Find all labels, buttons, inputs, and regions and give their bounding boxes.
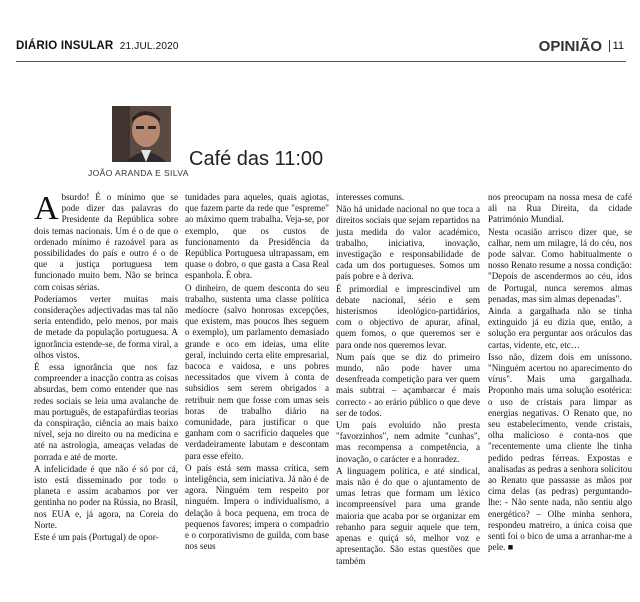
publication-name: DIÁRIO INSULAR 21.JUL.2020: [16, 40, 179, 52]
article-column-2: [185, 192, 329, 554]
header-rule: [16, 61, 626, 62]
article-column-3: [336, 192, 480, 568]
page-header: [16, 38, 624, 60]
article-column-1: [34, 192, 178, 544]
paragraph: É primordial e imprescindível um debate nacional, sério e sem histerismos ideológico-partidários, com o objectivo de apurar, afinal, quem fomos, o que queremos ser e para onde nos queremos levar.: [336, 283, 480, 350]
paragraph: Um país evoluído não presta "favorzinhos", nem admite "cunhas", mas recompensa a competência, a inovação, o carácter e a honradez.: [336, 420, 480, 464]
publication-date: 21.JUL.2020: [119, 41, 179, 52]
paragraph: nos preocupam na nossa mesa de café ali na Rua Direita, da cidade Património Mundial.: [488, 192, 632, 225]
paragraph: Poderíamos verter muitas mais considerações adjectivadas mas tal não seria entendido, pelo menos, por mais de metade da população portuguesa. A ignorância estende-se, de forma viral, a olhos vistos.: [34, 293, 178, 360]
paragraph: interesses comuns.: [336, 192, 405, 202]
paragraph: Este é um país (Portugal) de opor-: [34, 532, 159, 543]
paragraph: Ainda a gargalhada não se tinha extinguido já eu dizia que, então, a solução era perguntar aos oráculos das cartas, vidente, etc, etc…: [488, 306, 632, 350]
paragraph: A infelicidade é que não é só por cá, isto está disseminado por todo o planeta e assim acabamos por ver gentinha no poder na Rússia, no Brasil, nos EUA e, já agora, na Coreia do Norte.: [34, 463, 178, 530]
section-label: OPINIÃO: [538, 38, 602, 55]
paragraph: O dinheiro, de quem desconta do seu trabalho, sustenta uma classe política medíocre (salvo honrosas excepções, que existem, mas poucos lhes seguem o exemplo), um parlamento demasiado grande e oco em ideias, uma elite geral, incluindo certa elite empresarial, bacoca e vaidosa, e uns pobres necessitados que vivem à conta de subsídios sem serem obrigados a retribuir nem que fosse com umas seis horas de trabalho diário na comunidade, para justificar o que ganham com o sacrifício daqueles que verdadeiramente labutam e descontam para esse efeito.: [185, 282, 329, 461]
paragraph: Não há unidade nacional no que toca a direitos sociais que sejam repartidos na justa medida do valor académico, trabalho, iniciativa, inovação, investigação e responsabilidade de cada um dos portugueses. Somos um país pobre e à deriva.: [336, 204, 480, 282]
paragraph: A linguagem política, e até sindical, mais não é do que o ajuntamento de umas letras que formam um léxico incompreensível para uma grande maioria que acaba por se organizar em rebanho para seguir aquele que tem, apenas e quiçá só, melhor voz e apresentação. São estas questões que também: [336, 465, 480, 566]
paragraph: tunidades para aqueles, quais agiotas, que fazem parte da rede que "espreme" ao máximo quem trabalha. Veja-se, por exemplo, que os custos de funcionamento da Presidência da República Portuguesa ultrapassam, em quase o dobro, o que gasta a Casa Real espanhola. É obra.: [185, 192, 329, 281]
article-title: Café das 11:00: [189, 148, 324, 170]
paragraph: Isso não, dizem dois em uníssono. "Ninguém acertou no aparecimento do vírus". Mais uma gargalhada. Proponho mais uma solução esotérica: o uso de cristais para limpar as energias negativas. O Renato que, no seu estabelecimento, vende cristais, olha malicioso e conta-nos que "recentemente uma cliente lhe tinha pedido pedras férreas. Expostas e analisadas as pedras a senhora solicitou ao Renato que passasse as mãos por cima delas (as pedras) perguntando-lhe: - Não sente nada, não sentiu algo energético? – Olhe minha senhora, respondeu matreiro, a única coisa que senti foi o bico de uma a arranhar-me a pele. ■: [488, 351, 632, 553]
article-column-4: [488, 192, 632, 555]
drop-cap: A: [34, 190, 59, 227]
paragraph: Absurdo! É o mínimo que se pode dizer das palavras do Presidente da República sobre dois temas nacionais. Um é o de que o ordenado mínimo é razoável para as possibilidades do país e outro é o de que a justiça portuguesa tem funcionado muito bem. Não se brinca com coisas sérias.: [34, 190, 178, 292]
author-photo: [112, 106, 171, 162]
paragraph: O país está sem massa crítica, sem inteligência, sem iniciativa. Já não é de agora. Ninguém tem respeito por ninguém. Impera o individualismo, a delação à boca pequena, em troca de pequenos favores; impera o compadrio e o corporativismo de guilda, com base nos seus: [185, 462, 329, 552]
paragraph: Num país que se diz do primeiro mundo, não pode haver uma desenfreada competição para ver quem mais subtrai – açambarcar é mais correcto - ao erário público o que deve ser de todos.: [336, 351, 480, 418]
author-name: JOÃO ARANDA E SILVA: [88, 168, 189, 178]
page-number: 11: [609, 40, 624, 52]
paragraph: Nesta ocasião arrisco dizer que, se calhar, nem um milagre, lá do céu, nos pode salvar. Como habitualmente o nosso Renato resume a nossa condição: "Depois de ascendermos ao céu, idos de Portugal, nunca seremos almas penadas, mas sim almas depenadas".: [488, 226, 632, 304]
paragraph: É essa ignorância que nos faz compreender a inacção contra as coisas absurdas, bem como entender que nas redes sociais se leia uma avalanche de mau português, de estapafúrdias teorias da conspiração, ciência ao mais baixo nível, seja no direito ou na medicina e até na astrologia, ameaças veladas de porrada e até de morte.: [34, 362, 178, 462]
